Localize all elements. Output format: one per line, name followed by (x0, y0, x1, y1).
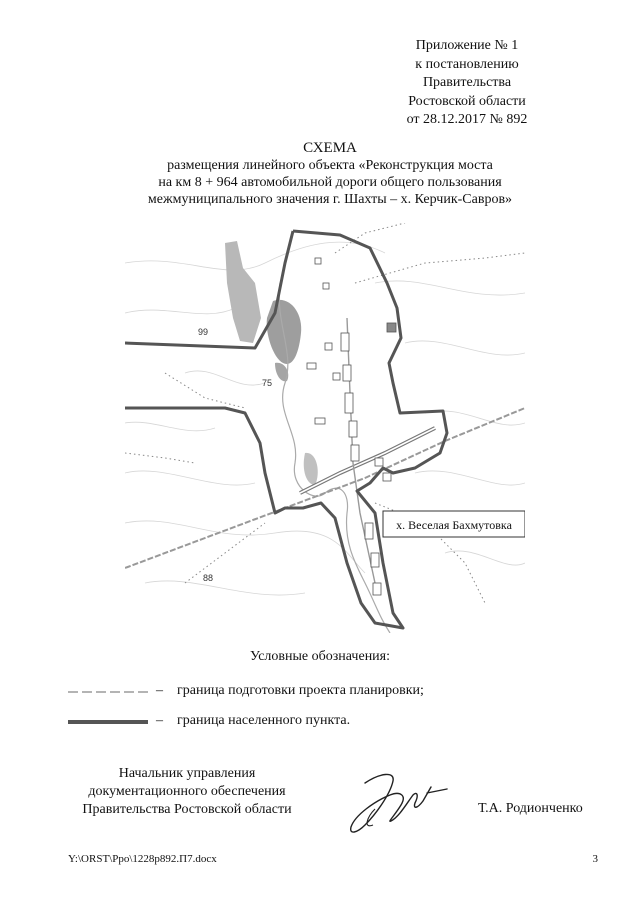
elevation-99: 99 (198, 327, 209, 337)
legend-dash: – (156, 683, 163, 698)
appendix-line-4: Ростовской области (408, 93, 526, 109)
appendix-header (367, 37, 567, 130)
page-number: 3 (592, 853, 598, 865)
legend-dash: – (156, 713, 163, 728)
appendix-line-1: Приложение № 1 (415, 38, 519, 53)
settlement-label: х. Веселая Бахмутовка (396, 518, 512, 532)
footer-file-path: Y:\ORST\Ppo\1228p892.П7.docx (68, 853, 217, 865)
signatory-line-2: документационного обеспечения (88, 784, 286, 799)
map-buildings (307, 258, 396, 595)
handwritten-signature (335, 765, 455, 845)
scheme-line-1: размещения линейного объекта «Реконструкция моста (167, 158, 493, 173)
scheme-map (125, 223, 525, 633)
map-woodland (225, 241, 318, 485)
planning-line-symbol (68, 687, 148, 697)
scheme-heading: СХЕМА (303, 140, 357, 156)
appendix-line-5: от 28.12.2017 № 892 (406, 112, 528, 127)
scheme-title (90, 139, 570, 208)
legend-item-planning (68, 683, 488, 703)
map-boundaries (125, 231, 447, 628)
appendix-line-3: Правительства (422, 75, 512, 90)
legend-text: граница подготовки проекта планировки; (177, 683, 424, 698)
scheme-line-3: межмуниципального значения г. Шахты – х. Керчик-Савров» (147, 192, 513, 207)
settlement-boundary (125, 231, 447, 628)
legend-title: Условные обозначения: (249, 649, 391, 664)
legend-item-settlement (68, 713, 488, 733)
legend-text: граница населенного пункта. (177, 713, 351, 728)
signatory-position (62, 765, 312, 819)
scheme-line-2: на км 8 + 964 автомобильной дороги общего пользования (158, 175, 502, 190)
signatory-line-3: Правительства Ростовской области (82, 802, 292, 817)
appendix-line-2: к постановлению (415, 56, 519, 72)
settlement-line-symbol (68, 717, 148, 727)
map-dotted-paths (125, 223, 525, 603)
signatory-line-1: Начальник управления (118, 766, 256, 781)
map-roads (125, 318, 525, 583)
elevation-75: 75 (262, 378, 273, 388)
signatory-name: Т.А. Родионченко (478, 801, 583, 816)
elevation-88: 88 (203, 573, 214, 583)
